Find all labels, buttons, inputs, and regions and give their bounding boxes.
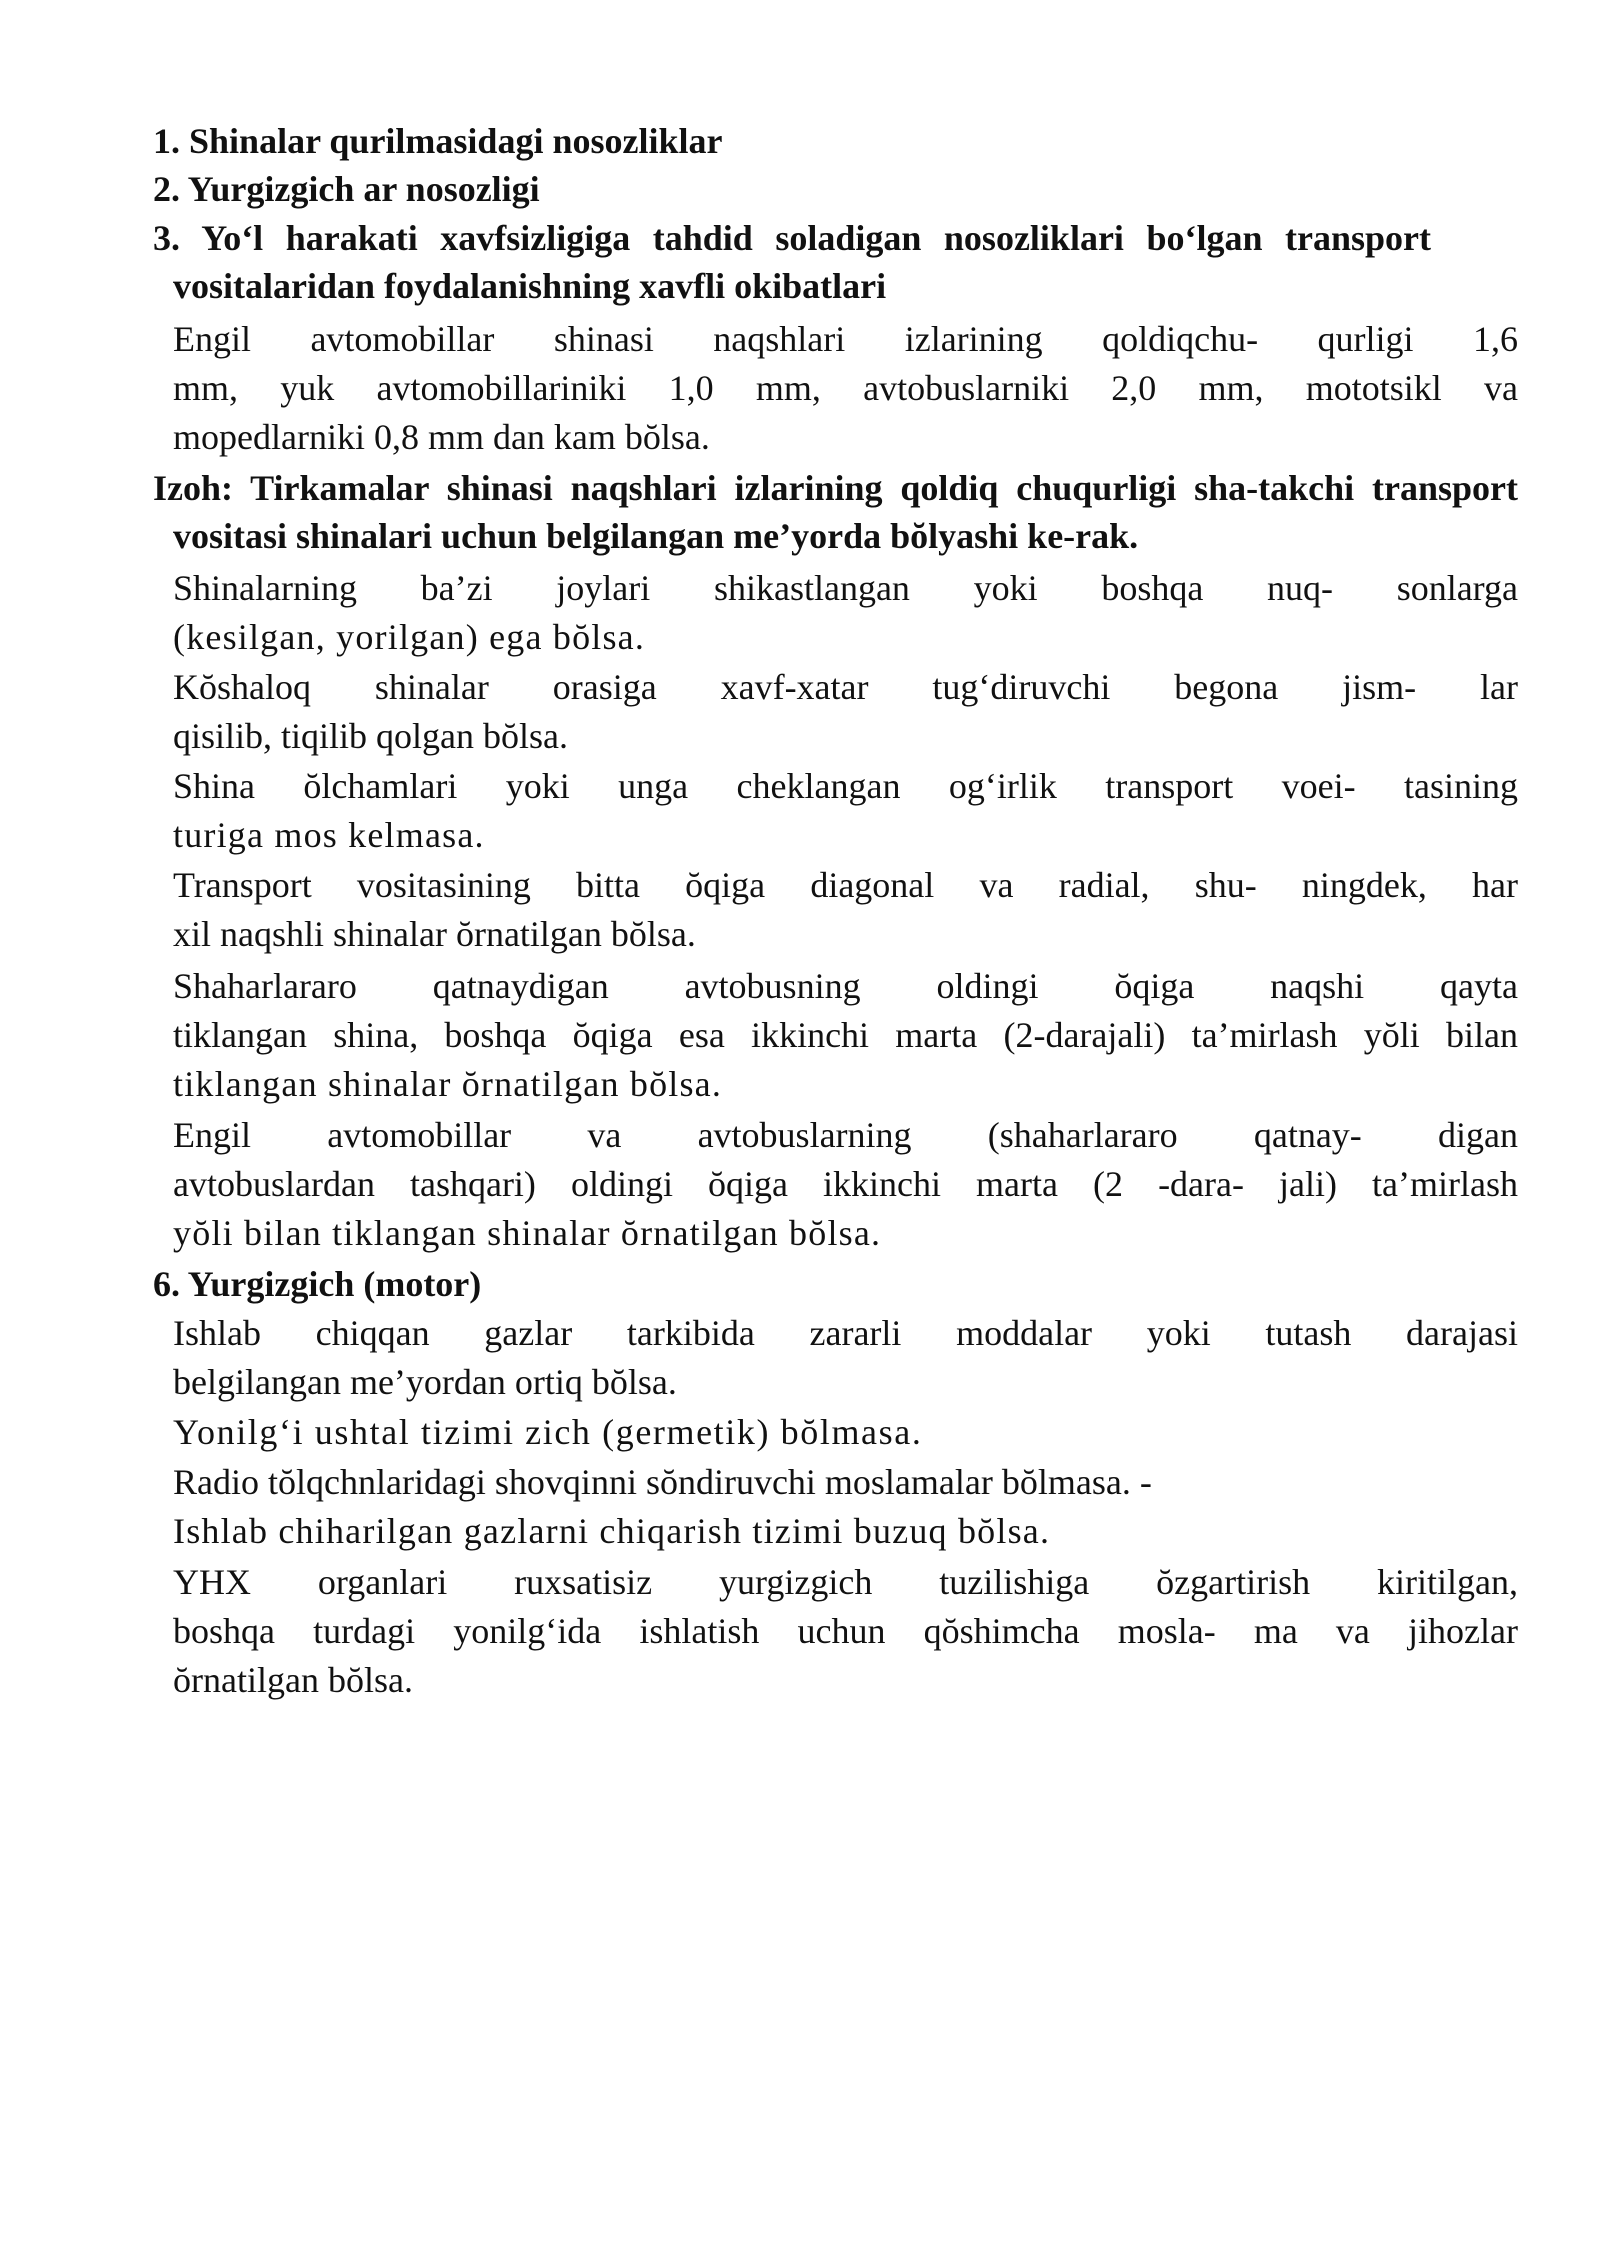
paragraph-3-line-2: qisilib, tiqilib qolgan bŏlsa.	[173, 716, 568, 756]
paragraph-8-line-2: belgilangan me’yordan ortiq bŏlsa.	[173, 1362, 677, 1402]
paragraph-10-line-1: Radio tŏlqchnlaridagi shovqinni sŏndiruvchi moslamalar bŏlmasa. -	[173, 1462, 1152, 1502]
paragraph-7-line-2: avtobuslardan tashqari) oldingi ŏqiga ikkinchi marta (2 -dara- jali) ta’mirlash	[173, 1164, 1518, 1204]
paragraph-2-line-1: Shinalarning ba’zi joylari shikastlangan yoki boshqa nuq- sonlarga	[173, 568, 1518, 608]
paragraph-8-line-1: Ishlab chiqqan gazlar tarkibida zararli moddalar yoki tutash darajasi	[173, 1313, 1518, 1353]
paragraph-1-line-3: mopedlarniki 0,8 mm dan kam bŏlsa.	[173, 417, 710, 457]
paragraph-7-line-3: yŏli bilan tiklangan shinalar ŏrnatilgan bŏlsa.	[173, 1213, 882, 1253]
paragraph-11-line-1: Ishlab chiharilgan gazlarni chiqarish tizimi buzuq bŏlsa.	[173, 1511, 1051, 1551]
note-line-2: vositasi shinalari uchun belgilangan me’yorda bŏlyashi ke-rak.	[173, 516, 1139, 556]
heading-2: 2. Yurgizgich ar nosozligi	[153, 169, 540, 209]
paragraph-6-line-3: tiklangan shinalar ŏrnatilgan bŏlsa.	[173, 1064, 723, 1104]
paragraph-7-line-1: Engil avtomobillar va avtobuslarning (shaharlararo qatnay- digan	[173, 1115, 1518, 1155]
paragraph-5-line-1: Transport vositasining bitta ŏqiga diagonal va radial, shu- ningdek, har	[173, 865, 1518, 905]
heading-1: 1. Shinalar qurilmasidagi nosozliklar	[153, 121, 723, 161]
paragraph-4-line-1: Shina ŏlchamlari yoki unga cheklangan og‘irlik transport voei- tasining	[173, 766, 1518, 806]
paragraph-6-line-1: Shaharlararo qatnaydigan avtobusning oldingi ŏqiga naqshi qayta	[173, 966, 1518, 1006]
paragraph-12-line-1: YHX organlari ruxsatisiz yurgizgich tuzilishiga ŏzgartirish kiritilgan,	[173, 1562, 1518, 1602]
paragraph-6-line-2: tiklangan shina, boshqa ŏqiga esa ikkinchi marta (2-darajali) ta’mirlash yŏli bilan	[173, 1015, 1518, 1055]
paragraph-2-line-2: (kesilgan, yorilgan) ega bŏlsa.	[173, 617, 646, 657]
heading-3-line-1: 3. Yo‘l harakati xavfsizligiga tahdid soladigan nosozliklari bo‘lgan transport	[153, 218, 1431, 258]
heading-3-line-2: vositalaridan foydalanishning xavfli okibatlari	[173, 266, 887, 306]
paragraph-1-line-2: mm, yuk avtomobillariniki 1,0 mm, avtobuslarniki 2,0 mm, mototsikl va	[173, 368, 1518, 408]
heading-6: 6. Yurgizgich (motor)	[153, 1264, 482, 1304]
paragraph-12-line-3: ŏrnatilgan bŏlsa.	[173, 1660, 413, 1700]
note-line-1: Izoh: Tirkamalar shinasi naqshlari izlarining qoldiq chuqurligi sha-takchi transport	[153, 468, 1518, 508]
paragraph-5-line-2: xil naqshli shinalar ŏrnatilgan bŏlsa.	[173, 914, 696, 954]
paragraph-9-line-1: Yonilg‘i ushtal tizimi zich (germetik) bŏlmasa.	[173, 1412, 923, 1452]
paragraph-3-line-1: Kŏshaloq shinalar orasiga xavf-xatar tug‘diruvchi begona jism- lar	[173, 667, 1518, 707]
paragraph-1-line-1: Engil avtomobillar shinasi naqshlari izlarining qoldiqchu- qurligi 1,6	[173, 319, 1518, 359]
paragraph-4-line-2: turiga mos kelmasa.	[173, 815, 485, 855]
paragraph-12-line-2: boshqa turdagi yonilg‘ida ishlatish uchun qŏshimcha mosla- ma va jihozlar	[173, 1611, 1518, 1651]
